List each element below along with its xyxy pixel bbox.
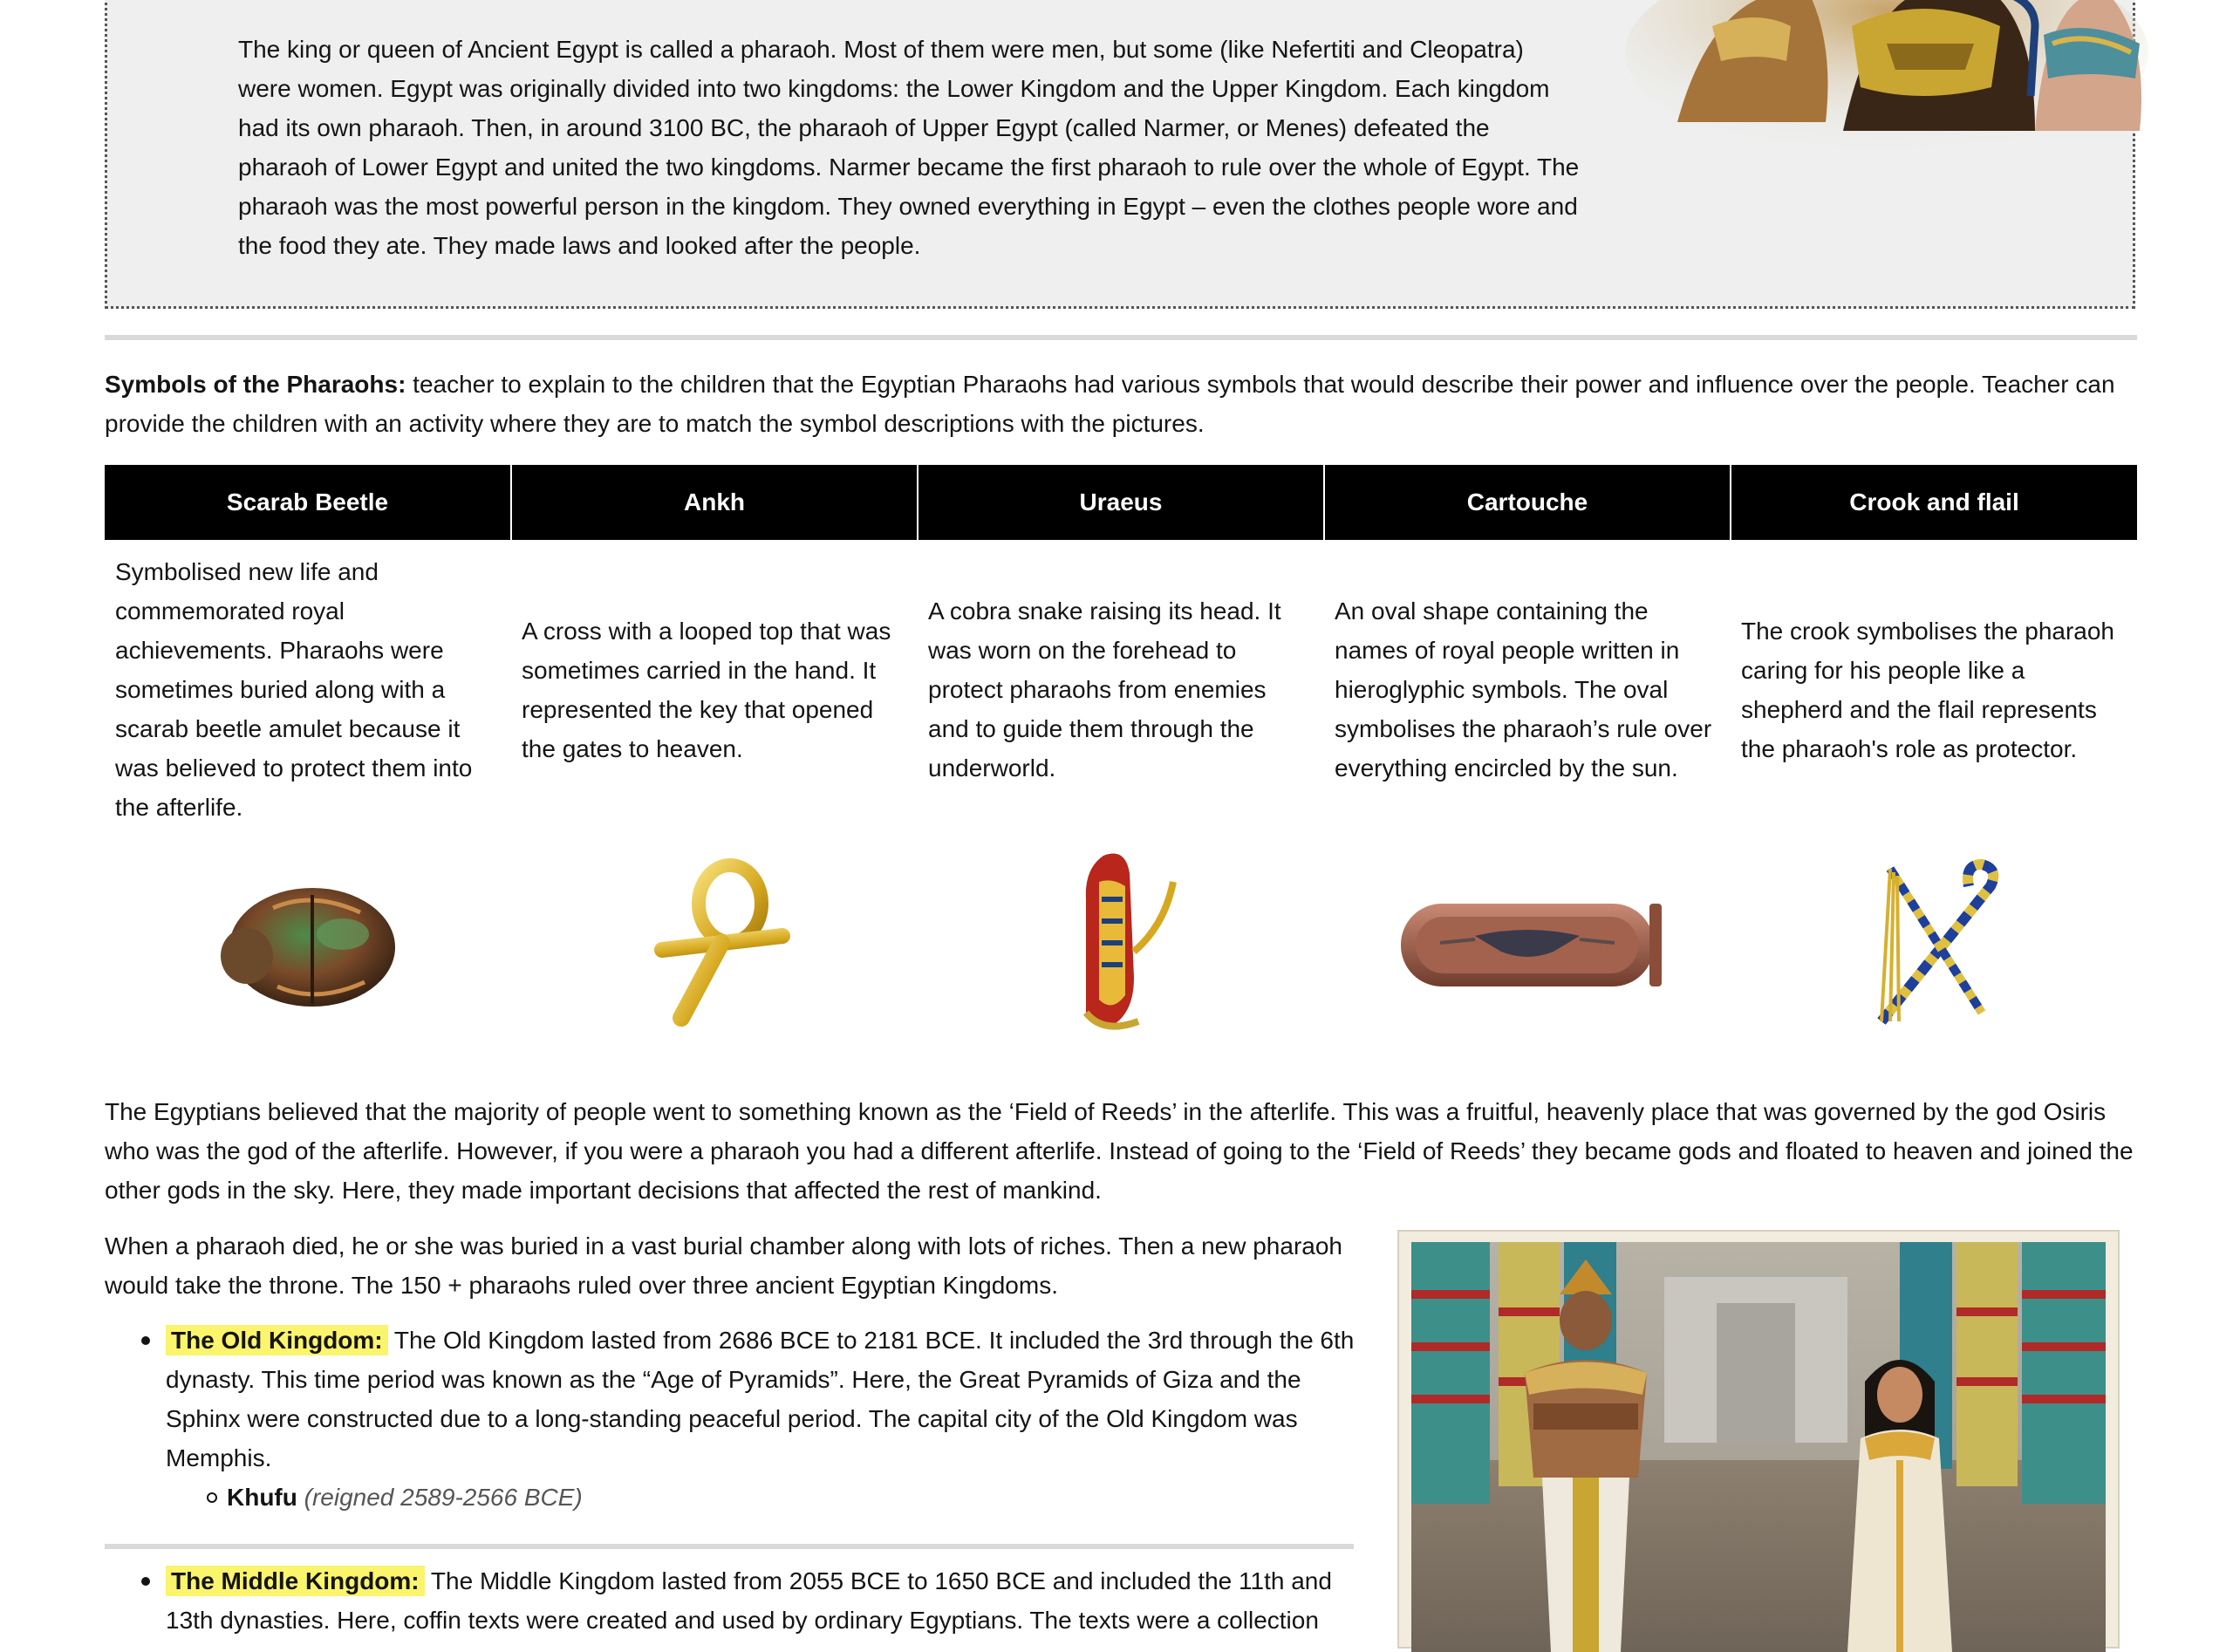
ankh-icon — [627, 856, 802, 1030]
symbols-heading: Symbols of the Pharaohs: — [105, 371, 406, 398]
middle-kingdom-label: The Middle Kingdom: — [166, 1566, 425, 1596]
old-kingdom-label: The Old Kingdom: — [166, 1325, 388, 1355]
symbols-description-row — [105, 540, 2137, 839]
description-cartouche: An oval shape containing the names of royal people written in hieroglyphic symbols. The oval symbolises the pharaoh’s rule over everything encircled by the sun. — [1335, 597, 1712, 782]
intro-box — [105, 0, 2135, 309]
old-kingdom-rulers — [166, 1478, 1369, 1517]
description-crook-and-flail: The crook symbolises the pharaoh caring for his people like a shepherd and the flail represents the pharaoh's role as protector. — [1741, 617, 2114, 762]
header-cartouche: Cartouche — [1324, 465, 1731, 540]
image-cell-crook-flail — [1731, 839, 2137, 1057]
circle-bullet-icon — [207, 1492, 217, 1503]
header-scarab-beetle: Scarab Beetle — [105, 465, 511, 540]
burial-paragraph: When a pharaoh died, he or she was buried in a vast burial chamber along with lots of riches. Then a new pharaoh would take the throne. The 150 + pharaohs ruled over three ancient Egyptian Kingdoms. — [105, 1232, 1342, 1299]
ruler-reign: (reigned 2589-2566 BCE) — [304, 1484, 583, 1511]
section-divider — [105, 335, 2137, 340]
scarab-icon — [212, 864, 404, 1021]
cartouche-icon — [1388, 882, 1667, 1004]
kingdom-list — [105, 1321, 1369, 1517]
ruler-name: Khufu — [227, 1484, 297, 1511]
image-cell-ankh — [511, 839, 918, 1057]
symbols-header-row — [105, 465, 2137, 540]
afterlife-paragraph: The Egyptians believed that the majority of people went to something known as the ‘Field of Reeds’ in the afterlife. This was a fruitful, heavenly place that was governed by the god Osiris who was the god of the afterlife. However, if you were a pharaoh you had a different afterlife. Instead of going to the ‘Field of Reeds’ they became gods and floated to heaven and joined the other gods in the sky. Here, they made important decisions that affected the rest of mankind. — [105, 1098, 2134, 1204]
header-uraeus: Uraeus — [918, 465, 1324, 540]
crook-flail-icon — [1855, 851, 2012, 1034]
image-cell-cartouche — [1324, 839, 1731, 1057]
symbols-table — [105, 465, 2137, 1057]
list-item-old-kingdom — [105, 1321, 1369, 1517]
symbols-image-row — [105, 839, 2137, 1057]
pharaoh-scene-frame — [1397, 1230, 2120, 1649]
description-scarab-beetle: Symbolised new life and commemorated royal achievements. Pharaohs were sometimes buried along with a scarab beetle amulet because it was believed to protect them into the afterlife. — [115, 558, 473, 821]
symbols-intro-paragraph — [105, 365, 2146, 443]
symbols-intro-text: teacher to explain to the children that the Egyptian Pharaohs had various symbols that would describe their power and influence over the people. Teacher can provide the children with an activity where they are to match the symbol descriptions with the pictures. — [105, 371, 2115, 437]
description-uraeus: A cobra snake raising its head. It was worn on the forehead to protect pharaohs from enemies and to guide them through the underworld. — [928, 597, 1281, 782]
pharaoh-and-queen-scene-image — [1411, 1242, 2106, 1652]
image-cell-uraeus — [918, 839, 1324, 1057]
bullet-icon — [141, 1336, 150, 1345]
ruler-item — [105, 1478, 1369, 1517]
section-divider — [105, 1544, 1354, 1549]
cobra-icon — [1051, 847, 1191, 1039]
header-crook-and-flail: Crook and flail — [1731, 465, 2137, 540]
header-ankh: Ankh — [511, 465, 918, 540]
pharaoh-figures-image — [1625, 0, 2175, 166]
description-ankh: A cross with a looped top that was sometimes carried in the hand. It represented the key that opened the gates to heaven. — [522, 617, 891, 762]
kingdom-list-continued — [105, 1561, 1369, 1640]
old-kingdom-text: The Old Kingdom lasted from 2686 BCE to 2181 BCE. It included the 3rd through the 6th dynasty. This time period was known as the “Age of Pyramids”. Here, the Great Pyramids of Giza and the Sphinx were constructed due to a long-standing peaceful period. The capital city of the Old Kingdom was Memphis. — [166, 1327, 1355, 1471]
intro-paragraph: The king or queen of Ancient Egypt is called a pharaoh. Most of them were men, but some (like Nefertiti and Cleopatra) were women. Egypt was originally divided into two kingdoms: the Lower Kingdom and the Upper Kingdom. Each kingdom had its own pharaoh. Then, in around 3100 BC, the pharaoh of Upper Egypt (called Narmer, or Menes) defeated the pharaoh of Lower Egypt and united the two kingdoms. Narmer became the first pharaoh to rule over the whole of Egypt. The pharaoh was the most powerful person in the kingdom. They owned everything in Egypt – even the clothes people wore and the food they ate. They made laws and looked after the people. — [238, 36, 1580, 259]
list-item-middle-kingdom — [105, 1561, 1369, 1640]
bullet-icon — [141, 1577, 150, 1586]
middle-kingdom-text: The Middle Kingdom lasted from 2055 BCE to 1650 BCE and included the 11th and 13th dynasties. Here, coffin texts were created and used by ordinary Egyptians. The texts were a collection — [166, 1567, 1332, 1634]
image-cell-scarab — [105, 839, 511, 1057]
